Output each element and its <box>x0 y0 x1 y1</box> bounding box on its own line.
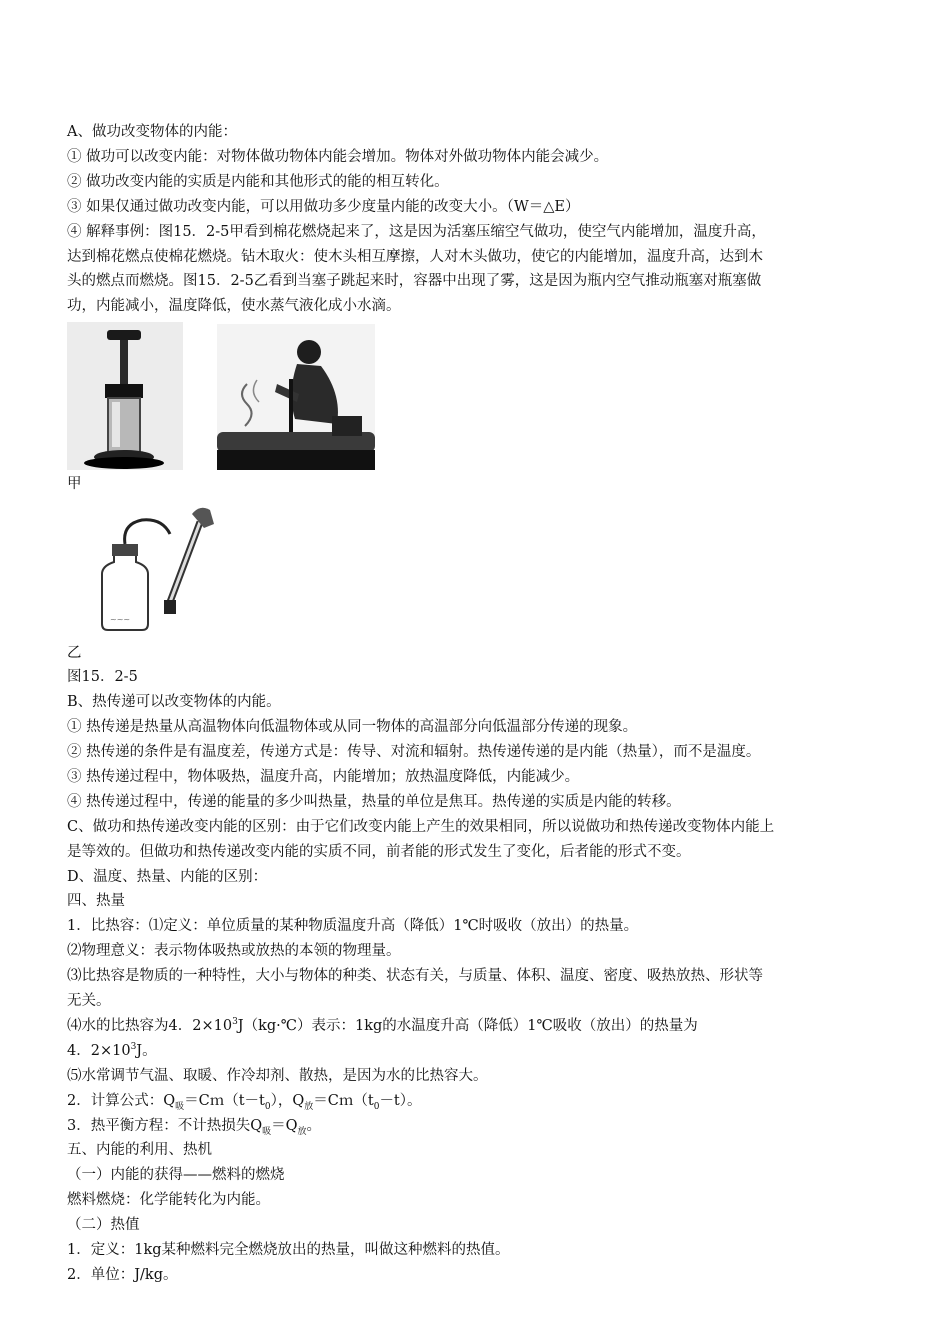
section-5-heading: 五、内能的利用、热机 <box>67 1142 212 1159</box>
heat-formula: 2．计算公式：$Q_吸=Cm(t-t_0)$，$Q_放=Cm(t_0-t)$。 <box>67 1092 422 1112</box>
section-b-item: ③ 热传递过程中，物体吸热，温度升高，内能增加；放热温度降低，内能减少。 <box>67 768 580 785</box>
water-specific-heat-cont: 4．$2\times 10^3J$。 <box>67 1042 157 1059</box>
section-c-line: 是等效的。但做功和热传递改变内能的实质不同，前者能的形式发生了变化，后者能的形式不变。 <box>67 843 691 860</box>
figure-row-yi <box>67 496 887 641</box>
section-5-sub-heading: （一）内能的获得——燃料的燃烧 <box>67 1167 285 1184</box>
section-a-explain-line: ④ 解释事例：图15．2-5甲看到棉花燃烧起来了，这是因为活塞压缩空气做功，使空气内能增加，温度升高， <box>67 223 766 240</box>
compression-fire-syringe-image <box>67 322 183 470</box>
section-4-heading: 四、热量 <box>67 893 125 910</box>
section-a-explain-line: 头的燃点而燃烧。图15．2-5乙看到当塞子跳起来时，容器中出现了雾，这是因为瓶内空气推动瓶塞对瓶塞做 <box>67 273 762 290</box>
figure-label-jia: 甲 <box>67 476 82 493</box>
heat-balance-equation: 3．热平衡方程：不计热损失$Q_吸=Q_放$。 <box>67 1117 322 1137</box>
svg-text:~~~: ~~~ <box>110 615 131 625</box>
section-a-item: ③ 如果仅通过做功改变内能，可以用做功多少度量内能的改变大小。（W＝△E） <box>67 198 580 215</box>
figure-label-yi: 乙 <box>67 645 82 662</box>
section-a-item: ② 做功改变内能的实质是内能和其他形式的能的相互转化。 <box>67 173 449 190</box>
section-a-item: ① 做功可以改变内能：对物体做功物体内能会增加。物体对外做功物体内能会减少。 <box>67 148 609 165</box>
section-a-explain-line: 达到棉花燃点使棉花燃烧。钻木取火：使木头相互摩擦，人对木头做功，使它的内能增加，温度升高，达到木 <box>67 248 763 265</box>
section-c-line: C、做功和热传递改变内能的区别：由于它们改变内能上产生的效果相同，所以说做功和热传递改变物体内能上 <box>67 818 775 835</box>
section-5-sub-heading: （二）热值 <box>67 1217 140 1234</box>
specific-heat-property-cont: 无关。 <box>67 993 111 1010</box>
specific-heat-meaning: ⑵物理意义：表示物体吸热或放热的本领的物理量。 <box>67 943 401 960</box>
figure-row-jia <box>67 322 887 472</box>
specific-heat-property: ⑶比热容是物质的一种特性，大小与物体的种类、状态有关，与质量、体积、温度、密度、吸热放热、形状等 <box>67 968 763 985</box>
specific-heat-definition: 1．比热容：⑴定义：单位质量的某种物质温度升高（降低）1℃时吸收（放出）的热量。 <box>67 918 639 935</box>
section-b-item: ① 热传递是热量从高温物体向低温物体或从同一物体的高温部分向低温部分传递的现象。 <box>67 719 638 736</box>
section-a-heading: A、做功改变物体的内能： <box>67 124 237 140</box>
fuel-combustion-text: 燃料燃烧：化学能转化为内能。 <box>67 1192 270 1209</box>
section-d-heading: D、温度、热量、内能的区别： <box>67 868 268 885</box>
bottle-pump-image <box>92 504 227 636</box>
section-b-item: ② 热传递的条件是有温度差，传递方式是：传导、对流和辐射。热传递传递的是内能（热量），而不是温度。 <box>67 743 761 760</box>
section-a-explain-line: 功，内能减小，温度降低，使水蒸气液化成小水滴。 <box>67 298 401 315</box>
water-specific-heat: ⑷水的比热容为4．$2\times 10^3J(kg\cdot℃)$表示：1kg的水温度升高（降低）1℃吸收（放出）的热量为 <box>67 1017 698 1034</box>
heat-value-definition: 1．定义：1kg某种燃料完全燃烧放出的热量，叫做这种燃料的热值。 <box>67 1242 510 1259</box>
heat-value-unit: 2．单位：J/kg。 <box>67 1267 178 1283</box>
drilling-wood-fire-image <box>217 324 375 470</box>
water-uses: ⑸水常调节气温、取暖、作冷却剂、散热，是因为水的比热容大。 <box>67 1067 488 1084</box>
section-b-item: ④ 热传递过程中，传递的能量的多少叫热量，热量的单位是焦耳。热传递的实质是内能的转移。 <box>67 793 681 810</box>
section-b-heading: B、热传递可以改变物体的内能。 <box>67 694 281 711</box>
document-page <box>67 120 887 1288</box>
figure-caption: 图15．2-5 <box>67 669 138 686</box>
